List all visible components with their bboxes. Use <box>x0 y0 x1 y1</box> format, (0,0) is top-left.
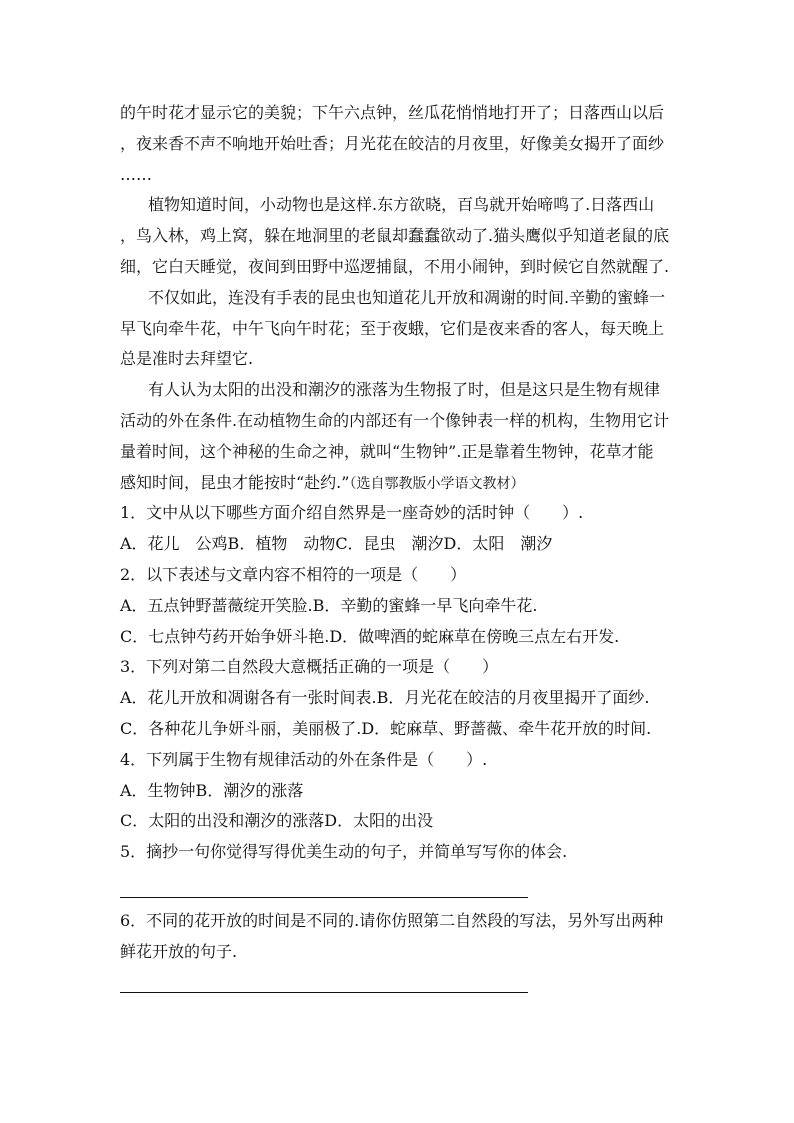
question-1-options: A．花儿 公鸡B．植物 动物C．昆虫 潮汐D．太阳 潮汐 <box>120 534 553 554</box>
passage-p4-line-3: 量着时间，这个神秘的生命之神，就叫“生物钟”.正是靠着生物钟，花草才能 <box>120 441 654 461</box>
question-1: 1．文中从以下哪些方面介绍自然界是一座奇妙的活时钟（ ）. <box>120 503 584 523</box>
question-4-options-cd: C．太阳的出没和潮汐的涨落D．太阳的出没 <box>120 811 434 831</box>
passage-p4-last-text: 感知时间，昆虫才能按时“赴约.” <box>120 472 350 492</box>
question-4-options-ab: A．生物钟B．潮汐的涨落 <box>120 780 304 800</box>
question-2-options-ab: A．五点钟野蔷薇绽开笑脸.B．辛勤的蜜蜂一早飞向牵牛花. <box>120 595 538 615</box>
question-6-answer-line[interactable] <box>120 992 528 993</box>
passage-p3-line-3: 总是准时去拜望它. <box>120 349 254 369</box>
passage-p2-line-1: 植物知道时间，小动物也是这样.东方欲晓，百鸟就开始啼鸣了.日落西山 <box>148 195 655 215</box>
passage-p3-line-1: 不仅如此，连没有手表的昆虫也知道花儿开放和凋谢的时间.辛勤的蜜蜂一 <box>148 287 666 307</box>
passage-p4-line-1: 有人认为太阳的出没和潮汐的涨落为生物报了时，但是这只是生物有规律 <box>148 380 661 400</box>
question-3-options-ab: A．花儿开放和凋谢各有一张时间表.B．月光花在皎洁的月夜里揭开了面纱. <box>120 688 650 708</box>
question-2-options-cd: C．七点钟芍药开始争妍斗艳.D．做啤酒的蛇麻草在傍晚三点左右开发. <box>120 626 620 646</box>
question-5: 5．摘抄一句你觉得写得优美生动的句子，并简单写写你的体会. <box>120 842 568 862</box>
passage-p1-line-1: 的午时花才显示它的美貌；下午六点钟，丝瓜花悄悄地打开了；日落西山以后 <box>120 103 665 122</box>
passage-p1-line-3: …… <box>120 164 152 184</box>
passage-p3-line-2: 早飞向牵牛花，中午飞向午时花；至于夜蛾，它们是夜来香的客人，每天晚上 <box>120 318 665 338</box>
passage-p4-line-4 <box>120 468 680 499</box>
passage-p4-line-2: 活动的外在条件.在动植物生命的内部还有一个像钟表一样的机构，生物用它计 <box>120 410 670 430</box>
question-5-answer-line[interactable] <box>120 897 528 898</box>
question-6-line-2: 鲜花开放的句子. <box>120 941 238 961</box>
question-6-block <box>120 906 680 968</box>
question-6-line-1: 6．不同的花开放的时间是不同的.请你仿照第二自然段的写法，另外写出两种 <box>120 911 664 930</box>
passage-p2-line-3: 细，它白天睡觉，夜间到田野中巡逻捕鼠，不用小闹钟，到时候它自然就醒了. <box>120 256 670 276</box>
passage-p1-line-2: ，夜来香不声不响地开始吐香；月光花在皎洁的月夜里，好像美女揭开了面纱 <box>120 133 665 153</box>
document-page <box>120 98 680 868</box>
question-2: 2．以下表述与文章内容不相符的一项是（ ） <box>120 564 467 584</box>
question-3-options-cd: C．各种花儿争妍斗丽，美丽极了.D．蛇麻草、野蔷薇、牵牛花开放的时间. <box>120 718 652 738</box>
passage-source: （选自鄂教版小学语文教材） <box>349 475 525 492</box>
passage-p2-line-2: ，鸟入林，鸡上窝，躲在地洞里的老鼠却蠢蠢欲动了.猫头鹰似乎知道老鼠的底 <box>120 226 670 246</box>
question-3: 3．下列对第二自然段大意概括正确的一项是（ ） <box>120 657 499 677</box>
question-4: 4．下列属于生物有规律活动的外在条件是（ ）. <box>120 749 488 769</box>
